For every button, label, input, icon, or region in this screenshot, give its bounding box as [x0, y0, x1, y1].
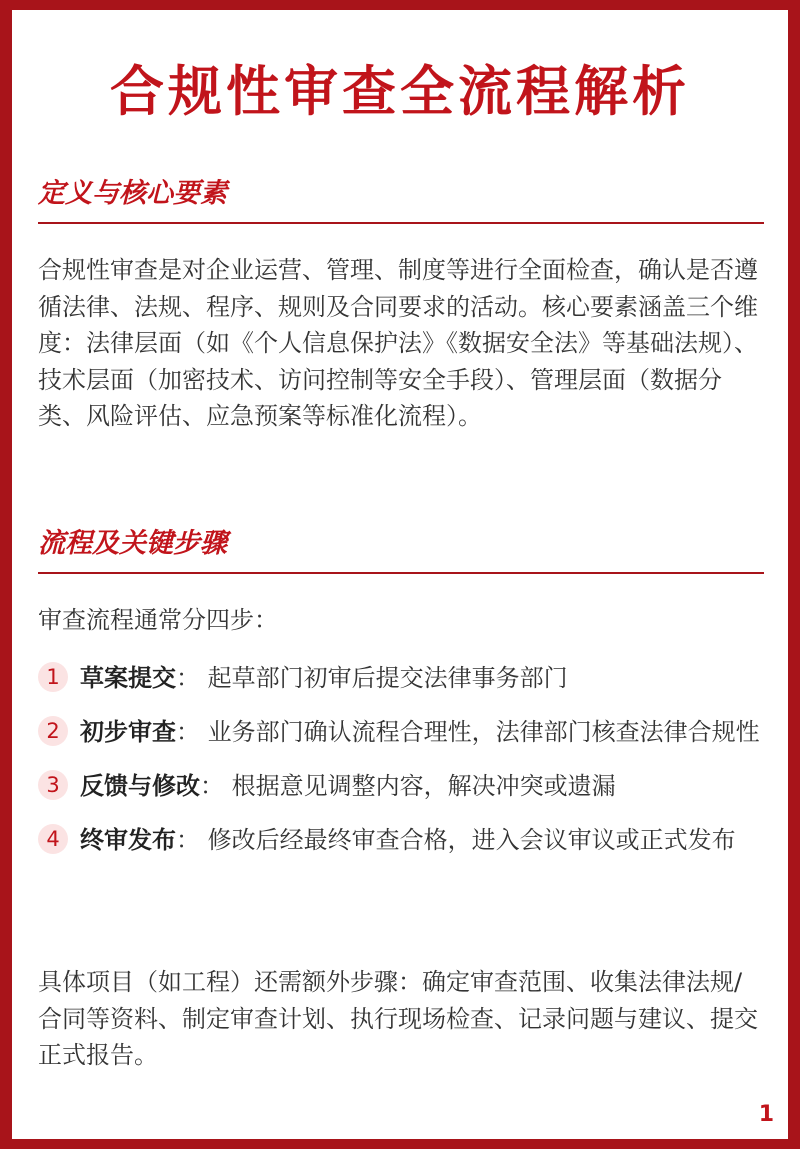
process-intro: 审查流程通常分四步： — [38, 606, 278, 634]
step-number-badge: 4 — [38, 824, 68, 854]
section-divider — [38, 572, 764, 574]
page-title: 合规性审查全流程解析 — [110, 60, 690, 123]
step-number-badge: 3 — [38, 770, 68, 800]
step-title: 草案提交 — [80, 664, 176, 692]
definition-paragraph: 合规性审查是对企业运营、管理、制度等进行全面检查，确认是否遵循法律、法规、程序、规则及合同要求的活动。核心要素涵盖三个维度：法律层面（如《个人信息保护法》《数据安全法》等基础法规）、技术层面（加密技术、访问控制等安全手段）、管理层面（数据分类、风险评估、应急预案等标准化流程）。 — [38, 256, 758, 430]
step-description: 起草部门初审后提交法律事务部门 — [207, 664, 568, 692]
closing-paragraph: 具体项目（如工程）还需额外步骤：确定审查范围、收集法律法规/合同等资料、制定审查计划、执行现场检查、记录问题与建议、提交正式报告。 — [38, 968, 758, 1069]
step-title: 终审发布 — [80, 826, 176, 854]
step-number-badge: 2 — [38, 716, 68, 746]
section-heading-definition: 定义与核心要素 — [38, 178, 227, 209]
steps-list — [38, 660, 766, 876]
step-description: 根据意见调整内容，解决冲突或遗漏 — [231, 772, 616, 800]
section-divider — [38, 222, 764, 224]
section-heading-process: 流程及关键步骤 — [38, 528, 227, 559]
step-item — [38, 822, 766, 858]
step-separator: ： — [176, 826, 208, 854]
page-number: 1 — [758, 1102, 774, 1127]
step-separator: ： — [176, 664, 208, 692]
step-number-badge: 1 — [38, 662, 68, 692]
step-item — [38, 660, 766, 696]
step-separator: ： — [200, 772, 232, 800]
step-title: 初步审查 — [80, 718, 176, 746]
step-description: 修改后经最终审查合格，进入会议审议或正式发布 — [207, 826, 736, 854]
step-item — [38, 768, 766, 804]
step-separator: ： — [176, 718, 208, 746]
step-description: 业务部门确认流程合理性，法律部门核查法律合规性 — [207, 718, 760, 746]
step-item — [38, 714, 766, 750]
step-title: 反馈与修改 — [80, 772, 200, 800]
